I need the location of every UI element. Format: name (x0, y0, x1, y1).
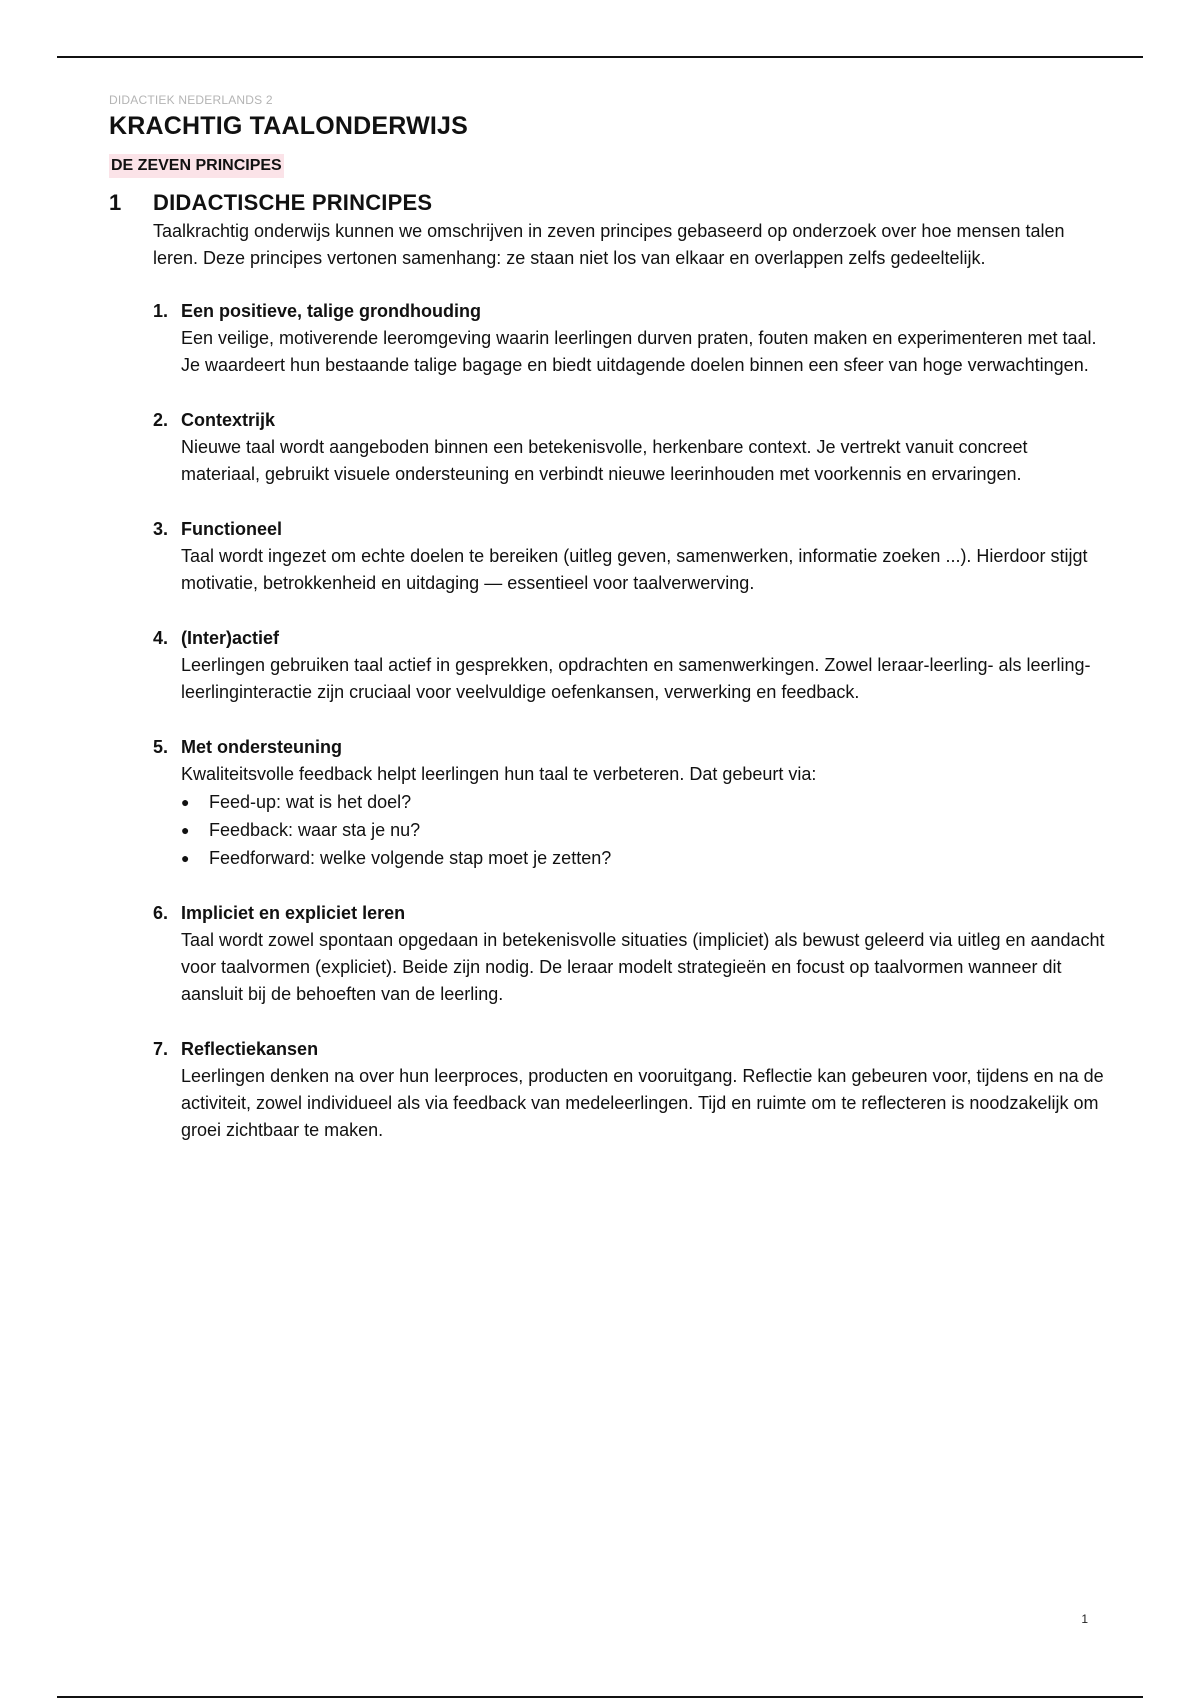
section-body (153, 218, 1109, 1144)
subsection-label: DE ZEVEN PRINCIPES (109, 154, 284, 178)
principle-text: Taal wordt ingezet om echte doelen te bereiken (uitleg geven, samenwerken, informatie zoeken ...). Hierdoor stijgt motivatie, betrokkenheid en uitdaging — essentieel voor taalverwerving. (181, 546, 1088, 593)
principle-text: Leerlingen gebruiken taal actief in gesprekken, opdrachten en samenwerkingen. Zowel leraar-leerling- als leerling-leerlinginteractie zijn cruciaal voor veelvuldige oefenkansen, verwerking en feedback. (181, 655, 1091, 702)
principle-item (153, 900, 1109, 1008)
principle-number: 4. (153, 628, 169, 648)
course-label: DIDACTIEK NEDERLANDS 2 (109, 93, 273, 107)
bullet-text: Feedforward: welke volgende stap moet je zetten? (209, 848, 612, 868)
document-title: KRACHTIG TAALONDERWIJS (109, 112, 469, 140)
principle-item (153, 734, 1109, 872)
principle-number: 5. (153, 737, 169, 757)
bullet-text: Feed-up: wat is het doel? (209, 792, 412, 812)
principle-title: Impliciet en expliciet leren (181, 903, 406, 923)
principle-text: Kwaliteitsvolle feedback helpt leerlingen hun taal te verbeteren. Dat gebeurt via: (181, 764, 817, 784)
principle-title: Contextrijk (181, 410, 276, 430)
principle-text: Een veilige, motiverende leeromgeving waarin leerlingen durven praten, fouten maken en experimenteren met taal. Je waardeert hun bestaande talige bagage en biedt uitdagende doelen binnen een sfeer van hoge verwachtingen. (181, 328, 1097, 375)
bullet-item (181, 816, 1109, 844)
principle-text: Taal wordt zowel spontaan opgedaan in betekenisvolle situaties (impliciet) als bewust geleerd via uitleg en aandacht voor taalvormen (expliciet). Beide zijn nodig. De leraar modelt strategieën en focust op taalvormen wanneer dit aansluit bij de behoeften van de leerling. (181, 930, 1105, 1004)
principle-number: 1. (153, 301, 169, 321)
principle-text: Nieuwe taal wordt aangeboden binnen een betekenisvolle, herkenbare context. Je vertrekt vanuit concreet materiaal, gebruikt visuele ondersteuning en verbindt nieuwe leerinhouden met voorkennis en ervaringen. (181, 437, 1028, 484)
principle-item (153, 298, 1109, 379)
principle-item (153, 625, 1109, 706)
principle-text: Leerlingen denken na over hun leerproces, producten en vooruitgang. Reflectie kan gebeuren voor, tijdens en na de activiteit, zowel individueel als via feedback van medeleerlingen. Tijd en ruimte om te reflecteren is noodzakelijk om groei zichtbaar te maken. (181, 1066, 1104, 1140)
principle-title: Reflectiekansen (181, 1039, 319, 1059)
section-heading (109, 190, 1109, 216)
page-number: 1 (1081, 1612, 1088, 1626)
principle-item (153, 516, 1109, 597)
principle-number: 3. (153, 519, 169, 539)
section-title: DIDACTISCHE PRINCIPES (153, 190, 433, 215)
principle-title: Functioneel (181, 519, 283, 539)
bullet-item (181, 844, 1109, 872)
principles-list (153, 298, 1109, 1144)
principle-item (153, 1036, 1109, 1144)
bottom-rule (57, 1696, 1143, 1698)
bullet-item (181, 788, 1109, 816)
principle-number: 2. (153, 410, 169, 430)
principle-number: 7. (153, 1039, 169, 1059)
principle-number: 6. (153, 903, 169, 923)
section-intro: Taalkrachtig onderwijs kunnen we omschrijven in zeven principes gebaseerd op onderzoek over hoe mensen talen leren. Deze principes vertonen samenhang: ze staan niet los van elkaar en overlappen zelfs gedeeltelijk. (153, 221, 1065, 268)
principle-title: Een positieve, talige grondhouding (181, 301, 482, 321)
principle-title: (Inter)actief (181, 628, 280, 648)
feedback-bullet-list (181, 788, 1109, 872)
bullet-icon: ● (181, 822, 190, 838)
bullet-icon: ● (181, 850, 190, 866)
bullet-icon: ● (181, 794, 190, 810)
section-number: 1 (109, 190, 122, 215)
principle-title: Met ondersteuning (181, 737, 342, 757)
top-rule (57, 56, 1143, 58)
principle-item (153, 407, 1109, 488)
bullet-text: Feedback: waar sta je nu? (209, 820, 421, 840)
page-content (109, 92, 1109, 1172)
